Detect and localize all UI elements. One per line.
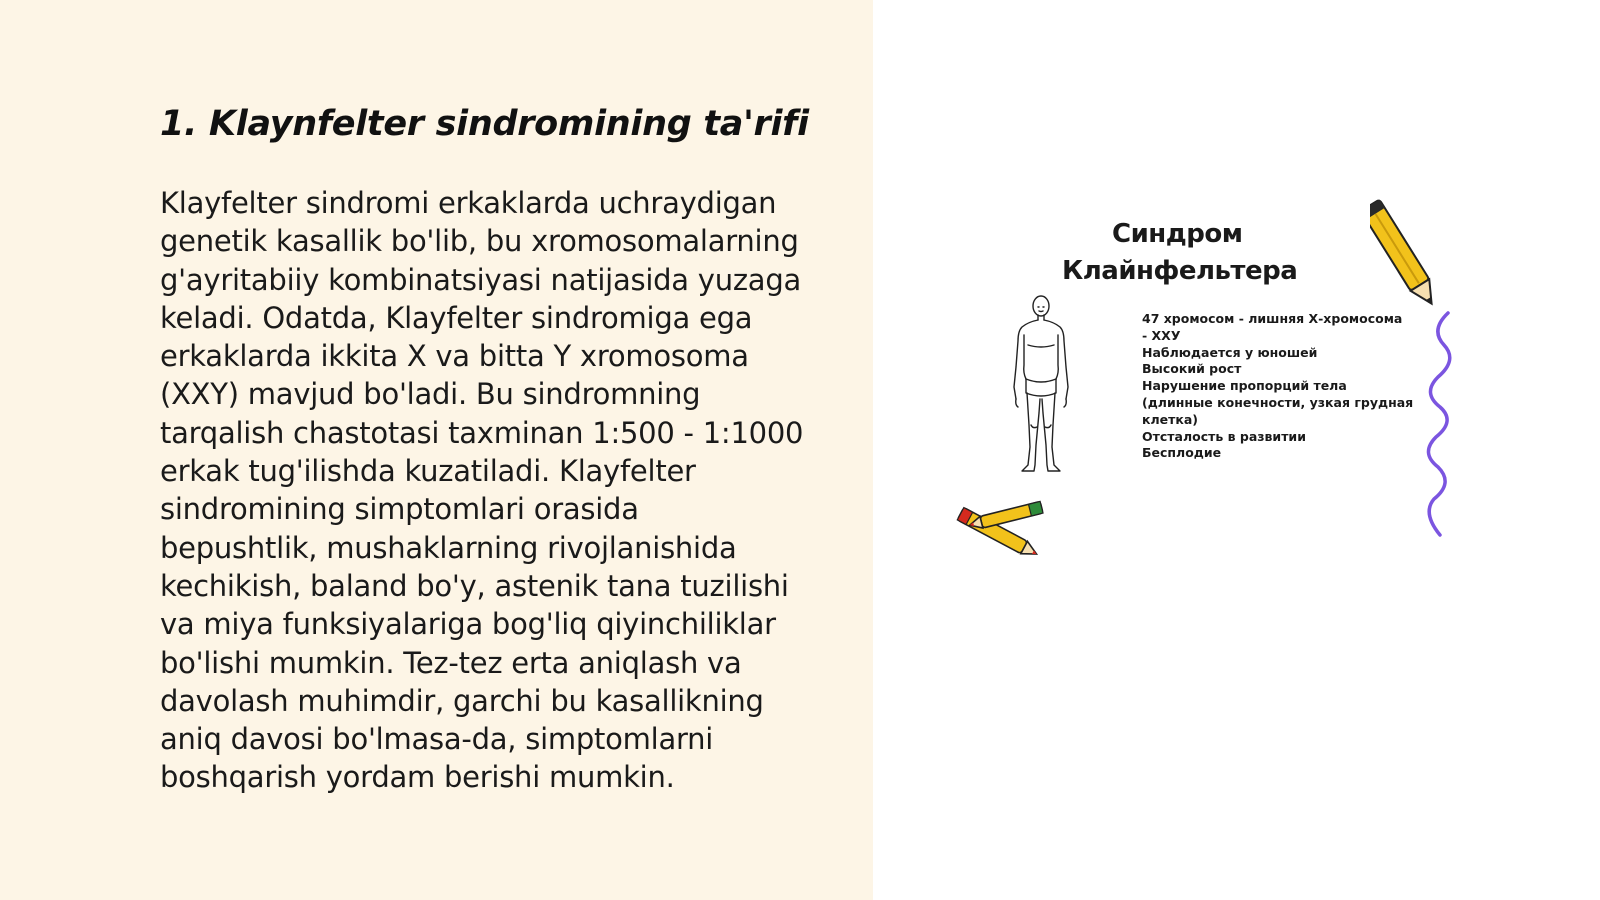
slide-title: 1. Klaynfelter sindromining ta'rifi bbox=[160, 104, 809, 144]
body-line: Klayfelter sindromi erkaklarda uchraydigan bbox=[160, 186, 777, 220]
illustration-heading-line2: Клайнфельтера bbox=[1062, 256, 1298, 286]
symptom-item: клетка) bbox=[1142, 411, 1198, 427]
symptom-item: Нарушение пропорций тела bbox=[1142, 378, 1347, 394]
body-line: aniq davosi bo'lmasa-da, simptomlarni bbox=[160, 722, 714, 757]
symptom-item: Отсталость в развитии bbox=[1142, 428, 1306, 444]
symptom-item: Высокий рост bbox=[1142, 361, 1242, 377]
klinefelter-illustration bbox=[940, 195, 1460, 575]
crossed-pencils-icon bbox=[948, 497, 1053, 569]
symptom-item: 47 хромосом - лишняя Х-хромосома bbox=[1142, 311, 1403, 326]
symptom-item: Бесплодие bbox=[1142, 445, 1222, 461]
illustration-heading-line1: Синдром bbox=[1112, 219, 1243, 249]
body-line: erkaklarda ikkita X va bitta Y xromosoma bbox=[160, 339, 749, 374]
body-line: keladi. Odatda, Klayfelter sindromiga ega bbox=[160, 300, 753, 335]
body-line: va miya funksiyalariga bog'liq qiyinchiliklar bbox=[160, 607, 776, 642]
standing-man-figure-icon bbox=[1006, 295, 1076, 477]
body-line: (XXY) mavjud bo'ladi. Bu sindromning bbox=[160, 377, 701, 412]
body-line: tarqalish chastotasi taxminan 1:500 - 1:1000 bbox=[160, 415, 804, 450]
symptom-item: Наблюдается у юношей bbox=[1142, 344, 1318, 360]
body-line: bepushtlik, mushaklarning rivojlanishida bbox=[160, 530, 737, 565]
body-line: davolash muhimdir, garchi bu kasallikning bbox=[160, 683, 764, 718]
slide-body-text bbox=[160, 184, 850, 797]
purple-squiggle-line-icon bbox=[1428, 313, 1449, 535]
body-line: g'ayritabiiy kombinatsiyasi natijasida yuzaga bbox=[160, 262, 801, 297]
symptom-item: (длинные конечности, узкая грудная bbox=[1142, 394, 1414, 410]
body-line: bo'lishi mumkin. Tez-tez erta aniqlash va bbox=[160, 645, 742, 680]
body-line: erkak tug'ilishda kuzatiladi. Klayfelter bbox=[160, 454, 696, 489]
body-line: genetik kasallik bo'lib, bu xromosomalarning bbox=[160, 224, 799, 259]
body-line: kechikish, baland bo'y, astenik tana tuzilishi bbox=[160, 568, 789, 603]
symptom-item: - ХХУ bbox=[1142, 327, 1181, 343]
yellow-pencil-icon bbox=[1370, 195, 1465, 540]
body-line: boshqarish yordam berishi mumkin. bbox=[160, 760, 675, 795]
body-line: sindromining simptomlari orasida bbox=[160, 492, 639, 527]
